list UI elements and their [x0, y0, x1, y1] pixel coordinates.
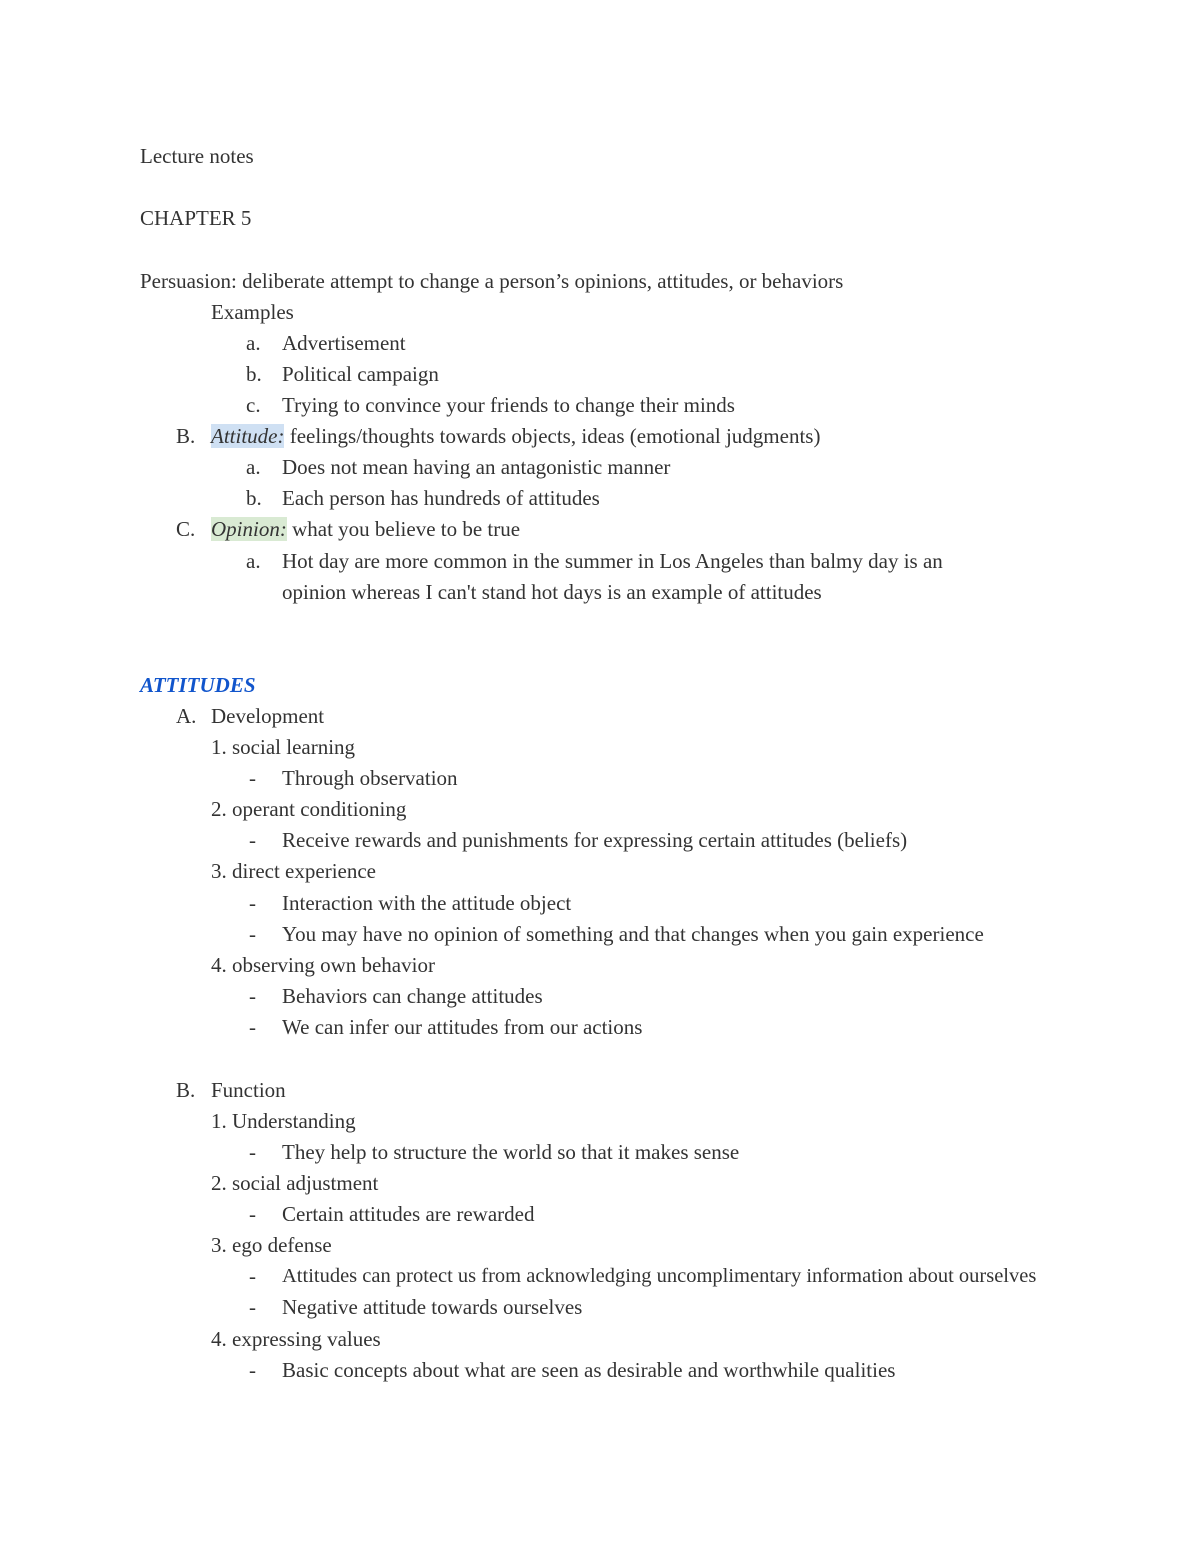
bullet-dash: -: [249, 766, 256, 790]
function-bullet: Basic concepts about what are seen as desirable and worthwhile qualities: [282, 1358, 896, 1382]
bullet-dash: -: [249, 984, 256, 1008]
development-heading: Development: [211, 704, 325, 728]
list-marker: c.: [246, 393, 261, 417]
chapter-heading: CHAPTER 5: [140, 206, 252, 230]
attitude-definition: [211, 423, 820, 449]
opinion-subitem-line: opinion whereas I can't stand hot days is an example of attitudes: [282, 580, 822, 604]
development-item: 1. social learning: [211, 735, 356, 759]
development-bullet: You may have no opinion of something and that changes when you gain experience: [282, 922, 984, 946]
function-bullet: They help to structure the world so that it makes sense: [282, 1140, 740, 1164]
list-marker: a.: [246, 331, 261, 355]
opinion-subitem-line: Hot day are more common in the summer in Los Angeles than balmy day is an: [282, 549, 943, 573]
development-bullet: We can infer our attitudes from our actions: [282, 1015, 643, 1039]
development-bullet: Behaviors can change attitudes: [282, 984, 543, 1008]
bullet-dash: -: [249, 828, 256, 852]
bullet-dash: -: [249, 1140, 256, 1164]
bullet-dash: -: [249, 1358, 256, 1382]
function-item: 3. ego defense: [211, 1233, 332, 1257]
list-marker: a.: [246, 549, 261, 573]
function-bullet: Negative attitude towards ourselves: [282, 1295, 583, 1319]
example-item: Trying to convince your friends to change their minds: [282, 393, 735, 417]
list-marker: A.: [176, 704, 197, 728]
opinion-term: Opinion:: [211, 517, 287, 541]
attitude-subitem: Each person has hundreds of attitudes: [282, 486, 600, 510]
opinion-definition-text: what you believe to be true: [286, 517, 521, 541]
bullet-dash: -: [249, 1202, 256, 1226]
document-title: Lecture notes: [140, 144, 254, 168]
attitude-definition-text: feelings/thoughts towards objects, ideas (emotional judgments): [284, 424, 821, 448]
list-marker: B.: [176, 424, 196, 448]
development-item: 2. operant conditioning: [211, 797, 407, 821]
examples-label: Examples: [211, 300, 294, 324]
development-item: 3. direct experience: [211, 859, 376, 883]
development-bullet: Through observation: [282, 766, 458, 790]
list-marker: C.: [176, 517, 196, 541]
opinion-definition: [211, 516, 520, 542]
list-marker: b.: [246, 362, 262, 386]
persuasion-definition: Persuasion: deliberate attempt to change a person’s opinions, attitudes, or behaviors: [140, 269, 844, 293]
list-marker: B.: [176, 1078, 196, 1102]
function-item: 1. Understanding: [211, 1109, 356, 1133]
bullet-dash: -: [249, 922, 256, 946]
list-marker: a.: [246, 455, 261, 479]
development-bullet: Interaction with the attitude object: [282, 891, 572, 915]
example-item: Political campaign: [282, 362, 439, 386]
development-bullet: Receive rewards and punishments for expressing certain attitudes (beliefs): [282, 828, 908, 852]
attitude-subitem: Does not mean having an antagonistic manner: [282, 455, 671, 479]
development-item: 4. observing own behavior: [211, 953, 435, 977]
function-heading: Function: [211, 1078, 286, 1102]
function-bullet: Attitudes can protect us from acknowledging uncomplimentary information about ourselves: [282, 1265, 1037, 1287]
bullet-dash: -: [249, 1015, 256, 1039]
bullet-dash: -: [249, 1264, 256, 1288]
section-title-attitudes: ATTITUDES: [140, 673, 256, 697]
bullet-dash: -: [249, 891, 256, 915]
function-item: 4. expressing values: [211, 1327, 381, 1351]
function-bullet: Certain attitudes are rewarded: [282, 1202, 535, 1226]
bullet-dash: -: [249, 1295, 256, 1319]
attitude-term: Attitude:: [211, 424, 285, 448]
list-marker: b.: [246, 486, 262, 510]
example-item: Advertisement: [282, 331, 406, 355]
function-item: 2. social adjustment: [211, 1171, 379, 1195]
